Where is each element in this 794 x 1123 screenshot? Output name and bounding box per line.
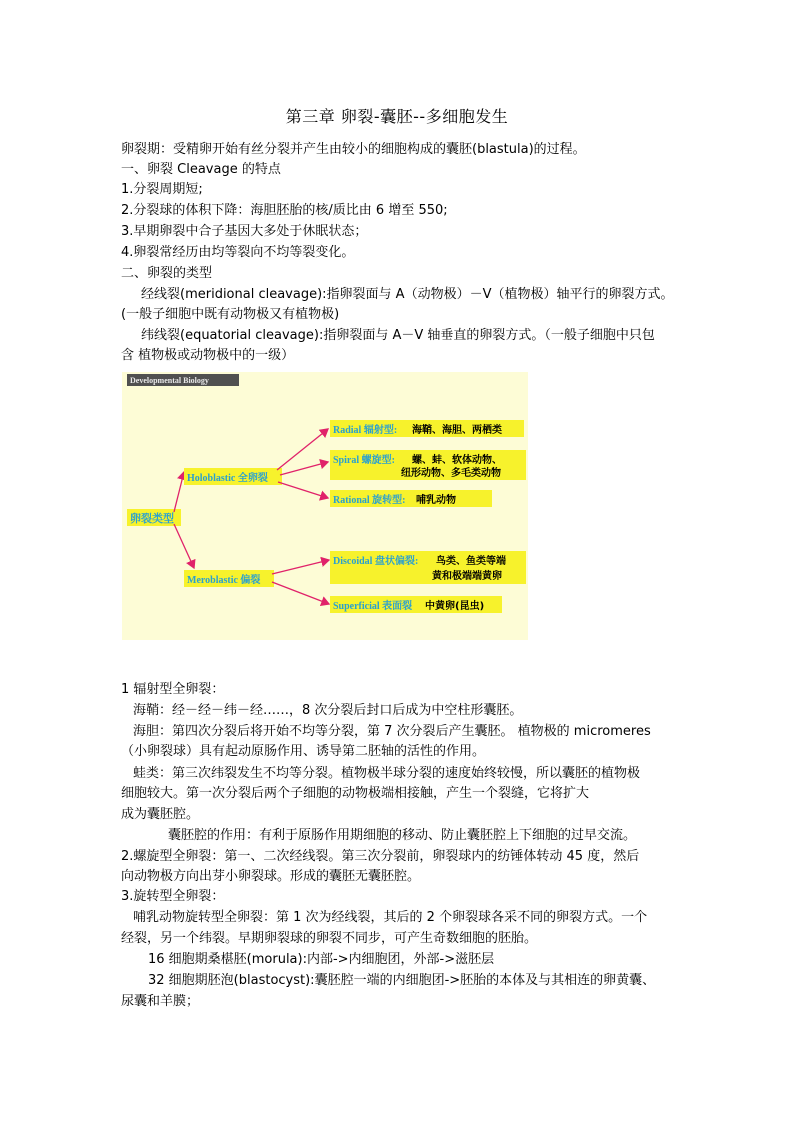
spiral-examples-2: 纽形动物、多毛类动物 bbox=[401, 468, 501, 479]
text-line: 囊胚腔的作用：有利于原肠作用期细胞的移动、防止囊胚腔上下细胞的过早交流。 bbox=[168, 828, 637, 843]
root-label: 卵裂类型 bbox=[130, 512, 174, 525]
text-line: (一般子细胞中既有动物极又有植物极) bbox=[121, 307, 340, 322]
text-line: 海胆：第四次分裂后将开始不均等分裂，第 7 次分裂后产生囊胚。 植物极的 micromeres bbox=[133, 724, 651, 739]
discoidal-type: Discoidal 盘状偏裂: bbox=[333, 556, 419, 567]
rotational-examples: 哺乳动物 bbox=[416, 495, 456, 506]
text-line: 成为囊胚腔。 bbox=[121, 807, 200, 822]
discoidal-examples-2: 黄和极端端黄卵 bbox=[432, 571, 502, 582]
text-line: 纬线裂(equatorial cleavage):指卵裂面与 A－V 轴垂直的卵裂方式。（一般子细胞中只包 bbox=[141, 328, 655, 343]
spiral-type: Spiral 螺旋型: bbox=[333, 455, 395, 466]
spiral-examples-1: 螺、蚌、软体动物、 bbox=[412, 455, 502, 466]
text-line: 含 植物极或动物极中的一级） bbox=[121, 348, 295, 363]
text-line: 卵裂期：受精卵开始有丝分裂并产生由较小的细胞构成的囊胚(blastula)的过程。 bbox=[121, 142, 586, 157]
page-title: 第三章 卵裂-囊胚--多细胞发生 bbox=[285, 107, 509, 126]
text-line: 尿囊和羊膜； bbox=[121, 994, 200, 1009]
cleavage-types-diagram bbox=[122, 372, 528, 640]
text-line: 向动物极方向出芽小卵裂球。形成的囊胚无囊胚腔。 bbox=[121, 869, 421, 884]
superficial-examples: 中黄卵(昆虫) bbox=[425, 601, 485, 612]
text-line: 经线裂(meridional cleavage):指卵裂面与 A（动物极）－V（植物极）轴平行的卵裂方式。 bbox=[141, 287, 674, 302]
text-line: 2.分裂球的体积下降：海胆胚胎的核/质比由 6 增至 550; bbox=[121, 203, 448, 218]
radial-type: Radial 辐射型: bbox=[333, 425, 398, 436]
text-line: （小卵裂球）具有起动原肠作用、诱导第二胚轴的活性的作用。 bbox=[121, 744, 486, 759]
text-line: 16 细胞期桑椹胚(morula):内部->内细胞团，外部->滋胚层 bbox=[148, 952, 495, 967]
text-line: 二、卵裂的类型 bbox=[121, 266, 213, 281]
text-line: 3.旋转型全卵裂： bbox=[121, 889, 225, 904]
diagram-header: Developmental Biology bbox=[130, 376, 209, 385]
text-line: 蛙类：第三次纬裂发生不均等分裂。植物极半球分裂的速度始终较慢，所以囊胚的植物极 bbox=[133, 766, 641, 781]
text-line: 细胞较大。第一次分裂后两个子细胞的动物极端相接触，产生一个裂缝，它将扩大 bbox=[121, 786, 590, 801]
text-line: 经裂，另一个纬裂。早期卵裂球的卵裂不同步，可产生奇数细胞的胚胎。 bbox=[121, 931, 538, 946]
text-line: 32 细胞期胚泡(blastocyst):囊胚腔一端的内细胞团->胚胎的本体及与其相连的卵黄囊、 bbox=[148, 973, 656, 988]
text-line: 3.早期卵裂中合子基因大多处于休眠状态； bbox=[121, 224, 368, 239]
superficial-type: Superficial 表面裂 bbox=[333, 601, 413, 612]
rotational-type: Rational 旋转型: bbox=[333, 495, 406, 506]
text-line: 海鞘：经－经－纬－经……，8 次分裂后封口后成为中空柱形囊胚。 bbox=[133, 703, 523, 718]
mero-label: Meroblastic 偏裂 bbox=[187, 575, 261, 586]
text-line: 4.卵裂常经历由均等裂向不均等裂变化。 bbox=[121, 245, 355, 260]
holo-label: Holoblastic 全卵裂 bbox=[187, 473, 268, 484]
text-line: 1 辐射型全卵裂： bbox=[121, 682, 225, 697]
radial-examples: 海鞘、海胆、两栖类 bbox=[412, 425, 502, 436]
text-line: 1.分裂周期短; bbox=[121, 182, 203, 197]
discoidal-examples-1: 鸟类、鱼类等端 bbox=[436, 556, 506, 567]
text-line: 哺乳动物旋转型全卵裂：第 1 次为经线裂，其后的 2 个卵裂球各采不同的卵裂方式。一个 bbox=[133, 910, 648, 925]
text-line: 2.螺旋型全卵裂：第一、二次经线裂。第三次分裂前，卵裂球内的纺锤体转动 45 度，然后 bbox=[121, 849, 640, 864]
text-line: 一、卵裂 Cleavage 的特点 bbox=[121, 162, 281, 177]
